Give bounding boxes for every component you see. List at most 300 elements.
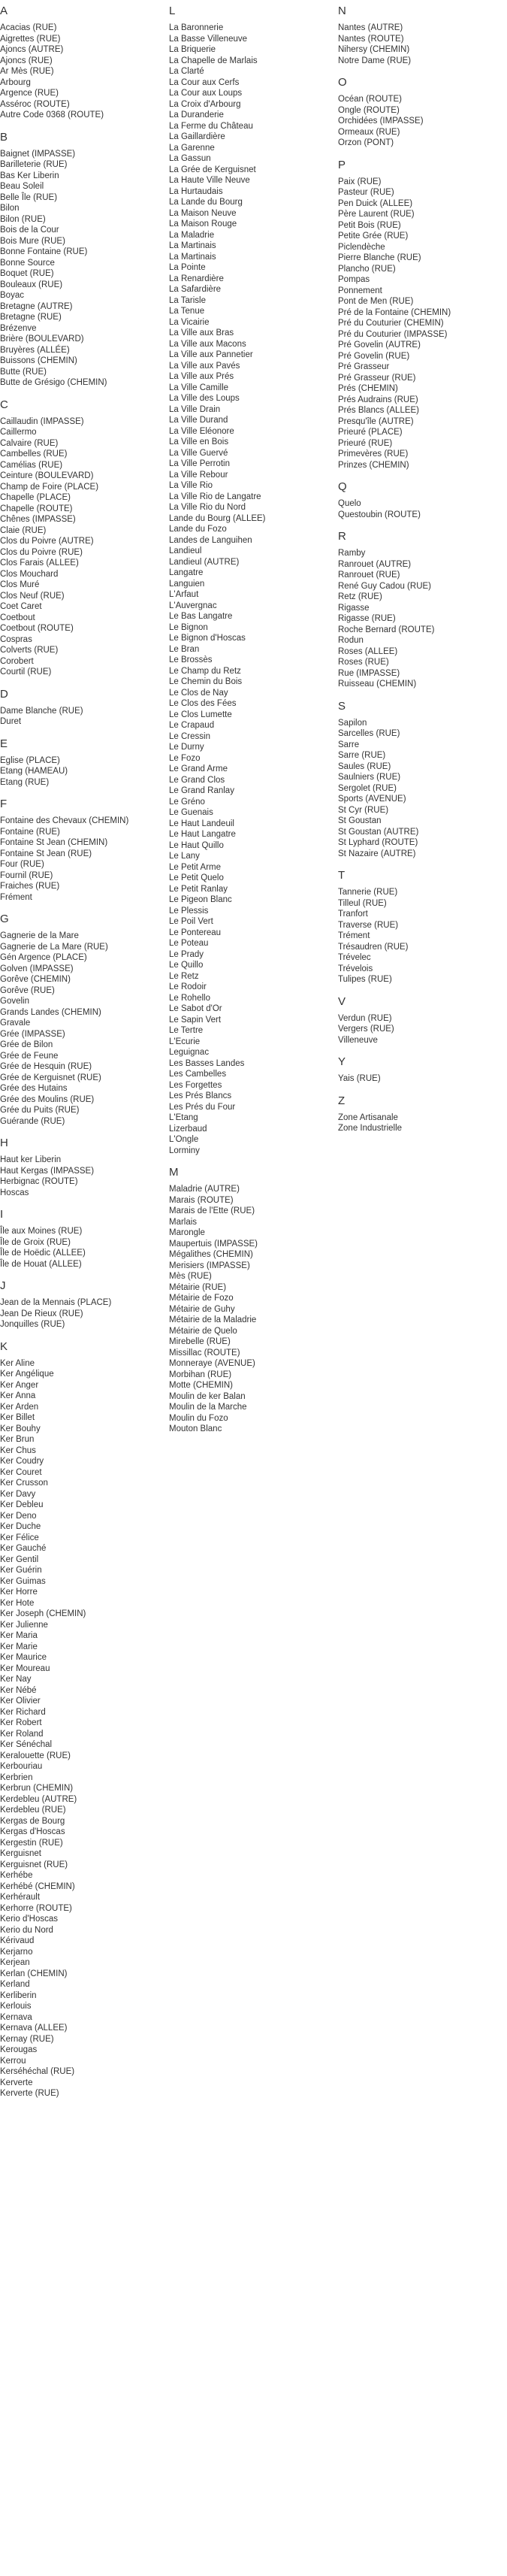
street-column	[338, 5, 507, 1144]
street-name: Bonne Fontaine (RUE)	[0, 247, 88, 256]
street-name: La Ville Rio	[169, 481, 213, 490]
street-name: Le Sabot d'Or	[169, 1004, 222, 1013]
street-name: Trésaudren (RUE)	[338, 942, 409, 952]
street-name: La Ville aux Macons	[169, 339, 246, 349]
street-name: La Basse Villeneuve	[169, 34, 247, 44]
street-name: Kerlouis	[0, 2002, 32, 2011]
street-name: Ajoncs (AUTRE)	[0, 45, 64, 54]
street-name: Le Bignon	[169, 622, 208, 632]
street-name: Le Gréno	[169, 797, 205, 807]
street-name: La Ville Rio de Langatre	[169, 492, 261, 501]
street-name: La Ferme du Château	[169, 121, 253, 131]
street-name: Pré Grasseur	[338, 362, 390, 371]
street-name: Nantes (ROUTE)	[338, 34, 404, 44]
street-name: Ker Olivier	[0, 1697, 41, 1706]
street-name: Kergas d'Hoscas	[0, 1827, 65, 1836]
street-name: Prinzes (CHEMIN)	[338, 460, 409, 470]
street-name: La Cour aux Cerfs	[169, 77, 240, 87]
street-name: Le Pontereau	[169, 928, 222, 937]
street-name: La Ville Camille	[169, 383, 229, 392]
letter-heading: A	[0, 5, 8, 17]
street-name: Le Clos des Fées	[169, 699, 237, 708]
street-name: La Haute Ville Neuve	[169, 176, 250, 185]
street-name: Kernava (ALLEE)	[0, 2024, 68, 2033]
street-name: Métairie de Quelo	[169, 1326, 237, 1336]
street-name: Sapilon	[338, 718, 367, 728]
street-name: Le Bignon d'Hoscas	[169, 634, 246, 643]
street-name: Le Clos de Nay	[169, 688, 228, 698]
street-name: La Ville Rebour	[169, 470, 228, 480]
street-name: Ker Maria	[0, 1631, 38, 1640]
street-name: Grée de Feune	[0, 1051, 59, 1061]
street-name: Ker Couret	[0, 1467, 42, 1477]
letter-heading: K	[0, 1339, 8, 1353]
street-name: Ker Chus	[0, 1445, 36, 1455]
street-name: Kerjean	[0, 1958, 30, 1967]
street-name: Pré de la Fontaine (CHEMIN)	[338, 307, 451, 317]
street-name: Prieuré (RUE)	[338, 438, 393, 448]
street-name: Grands Landes (CHEMIN)	[0, 1007, 101, 1017]
street-name: La Pointe	[169, 263, 206, 272]
street-name: Kerjarno	[0, 1947, 33, 1957]
street-name: Bois Mure (RUE)	[0, 236, 65, 246]
street-name: Etang (RUE)	[0, 777, 50, 787]
street-name: Pré du Couturier (IMPASSE)	[338, 329, 448, 339]
street-name: La Garenne	[169, 143, 215, 153]
street-name: Kerverte	[0, 2078, 33, 2087]
street-name: Chapelle (PLACE)	[0, 493, 71, 502]
street-name: Etang (HAMEAU)	[0, 767, 68, 776]
street-name: Langatre	[169, 568, 204, 577]
letter-heading: D	[0, 687, 8, 701]
street-name: Jonquilles (RUE)	[0, 1320, 65, 1329]
street-name: Marais (ROUTE)	[169, 1195, 234, 1205]
street-name: Coet Caret	[0, 602, 42, 611]
street-name: Les Forgettes	[169, 1080, 222, 1090]
street-name: Ponnement	[338, 286, 382, 295]
letter-heading: V	[338, 994, 346, 1008]
street-name: Clos Neuf (RUE)	[0, 591, 65, 601]
street-name: Monneraye (AVENUE)	[169, 1359, 255, 1368]
street-name: Le Bas Langatre	[169, 612, 233, 621]
street-name: L'Ongle	[169, 1135, 199, 1144]
street-name: Buissons (CHEMIN)	[0, 356, 77, 365]
letter-heading: Q	[338, 480, 347, 493]
street-name: Ker Bouhy	[0, 1424, 41, 1433]
street-name: Barilleterie (RUE)	[0, 160, 68, 169]
street-name: Les Prés du Four	[169, 1102, 236, 1112]
street-name: Ruisseau (CHEMIN)	[338, 680, 417, 689]
street-name: La Martinais	[169, 241, 216, 250]
letter-heading: Y	[338, 1055, 346, 1068]
letter-group	[0, 688, 169, 728]
letter-group	[0, 1279, 169, 1330]
letter-heading: T	[338, 869, 346, 882]
street-name: Île de Groix (RUE)	[0, 1237, 71, 1247]
street-name: Bois de la Cour	[0, 226, 59, 235]
street-name: La Ville aux Bras	[169, 328, 234, 338]
street-name: Ker Coudry	[0, 1457, 44, 1466]
street-name: Mirebelle (RUE)	[169, 1337, 231, 1346]
street-name: La Vicairie	[169, 317, 210, 327]
street-name: St Goustan	[338, 816, 382, 825]
street-name: Bouleaux (RUE)	[0, 280, 63, 289]
street-name: La Martinais	[169, 252, 216, 262]
letter-heading: S	[338, 699, 346, 713]
street-name: Ker Guimas	[0, 1576, 46, 1586]
street-name: Le Haut Landeuil	[169, 819, 234, 828]
street-name: Le Durny	[169, 743, 204, 752]
street-name: Clos du Poivre (RUE)	[0, 547, 83, 557]
street-name: La Ville aux Pavés	[169, 361, 240, 371]
street-name: Ker Crusson	[0, 1479, 48, 1488]
street-name: Ker Anger	[0, 1380, 39, 1390]
letter-heading: N	[338, 5, 346, 17]
street-name: Maladrie (AUTRE)	[169, 1185, 240, 1194]
street-name: Saulniers (RUE)	[338, 773, 401, 782]
letter-group	[338, 700, 507, 860]
street-name: Ar Mès (RUE)	[0, 67, 54, 76]
street-name: Île de Houat (ALLEE)	[0, 1259, 82, 1269]
street-name: Le Grand Arme	[169, 764, 228, 773]
letter-heading: P	[338, 158, 346, 171]
street-name: Ker Hote	[0, 1598, 35, 1608]
street-name: Ker Deno	[0, 1511, 37, 1521]
street-name: Ker Gauché	[0, 1544, 47, 1553]
street-name: Kergestin (RUE)	[0, 1838, 63, 1848]
street-name: Kerguisnet	[0, 1849, 41, 1858]
street-name: La Tarisle	[169, 295, 207, 305]
street-name: Le Poil Vert	[169, 917, 213, 926]
street-name: Ramby	[338, 549, 366, 558]
street-name: Kerbrien	[0, 1772, 33, 1782]
letter-group	[338, 995, 507, 1046]
street-name: Sergolet (RUE)	[338, 783, 397, 793]
street-name: Le Cressin	[169, 731, 210, 741]
street-name: Kerdebleu (RUE)	[0, 1806, 66, 1815]
street-name: Gorêve (CHEMIN)	[0, 975, 71, 984]
street-name: Le Guenais	[169, 808, 213, 817]
street-name: Butte de Grésigo (CHEMIN)	[0, 378, 107, 387]
street-name: Ker Aline	[0, 1358, 35, 1368]
street-name: Rue (IMPASSE)	[338, 668, 400, 678]
street-name: Le Sapin Vert	[169, 1015, 222, 1025]
street-name: Landieul (AUTRE)	[169, 557, 240, 567]
street-name: Presqu'île (AUTRE)	[338, 416, 414, 426]
street-name: La Ville Rio du Nord	[169, 503, 246, 512]
street-name: Bilon	[0, 204, 20, 213]
street-name: Ker Robert	[0, 1718, 42, 1727]
street-name: Quelo	[338, 499, 361, 508]
street-name: La Hurtaudais	[169, 186, 223, 196]
street-name: Belle Île (RUE)	[0, 192, 58, 202]
street-name: Govelin	[0, 997, 29, 1006]
street-name: Marais de l'Ette (RUE)	[169, 1206, 255, 1215]
street-name: Ker Debleu	[0, 1500, 44, 1509]
street-name: Mégalithes (CHEMIN)	[169, 1250, 253, 1259]
letter-group	[0, 1208, 169, 1270]
street-name: Clos Muré	[0, 580, 40, 589]
street-name: Sarre (RUE)	[338, 751, 386, 760]
street-name: Grée (IMPASSE)	[0, 1029, 65, 1039]
letter-group	[0, 398, 169, 678]
street-name: Leguignac	[169, 1048, 210, 1057]
street-name: Le Bran	[169, 644, 200, 654]
letter-heading: B	[0, 130, 8, 144]
street-name: L'Ecurie	[169, 1037, 201, 1046]
street-name: L'Arfaut	[169, 590, 199, 599]
street-name: Île de Hoëdic (ALLEE)	[0, 1249, 86, 1258]
street-name: Jean de la Mennais (PLACE)	[0, 1298, 112, 1307]
street-name: Calvaire (RUE)	[0, 438, 59, 448]
street-name: Rigasse (RUE)	[338, 614, 396, 623]
street-name: Dame Blanche (RUE)	[0, 706, 83, 716]
street-name: Bretagne (RUE)	[0, 313, 62, 322]
street-name: Le Lany	[169, 852, 200, 861]
street-name: Pré Govelin (AUTRE)	[338, 341, 421, 350]
street-name: Maupertuis (IMPASSE)	[169, 1239, 258, 1249]
street-name: Prés (CHEMIN)	[338, 384, 398, 393]
street-name: Pen Duick (ALLEE)	[338, 198, 413, 208]
street-name: Le Prady	[169, 949, 204, 959]
street-name: Mouton Blanc	[169, 1424, 222, 1433]
street-name: La Grée de Kerguisnet	[169, 165, 256, 174]
street-name: Roses (ALLEE)	[338, 646, 398, 656]
street-name: Brézenve	[0, 323, 37, 333]
letter-group	[169, 1166, 338, 1435]
street-name: La Maison Rouge	[169, 219, 237, 229]
street-name: La Ville Durand	[169, 416, 228, 425]
street-name: Marongle	[169, 1228, 205, 1237]
street-name: Courtil (RUE)	[0, 667, 52, 677]
street-name: Coetbout (ROUTE)	[0, 624, 74, 633]
street-name: Nihersy (CHEMIN)	[338, 45, 410, 54]
street-name: Questoubin (ROUTE)	[338, 510, 421, 519]
street-name: Tranfort	[338, 910, 368, 919]
street-name: Keralouette (RUE)	[0, 1751, 71, 1760]
street-name: Landes de Languihen	[169, 535, 252, 545]
street-name: St Goustan (AUTRE)	[338, 827, 419, 837]
street-name: Kerbrun (CHEMIN)	[0, 1784, 74, 1793]
letter-group	[338, 869, 507, 985]
street-name: Ajoncs (RUE)	[0, 56, 53, 65]
street-name: La Gassun	[169, 154, 211, 163]
street-name: Moulin du Fozo	[169, 1413, 228, 1423]
street-name: Grée des Moulins (RUE)	[0, 1094, 95, 1104]
street-name: Pré du Couturier (CHEMIN)	[338, 319, 444, 328]
street-name: Kerio du Nord	[0, 1925, 53, 1935]
street-name: Ker Horre	[0, 1588, 38, 1597]
street-name: Pont de Men (RUE)	[338, 297, 414, 306]
street-name: Lande du Fozo	[169, 525, 227, 534]
street-name: Verdun (RUE)	[338, 1013, 392, 1023]
letter-group	[0, 913, 169, 1127]
letter-group	[0, 1340, 169, 2099]
street-name: Vergers (RUE)	[338, 1025, 394, 1034]
letter-heading: C	[0, 398, 8, 411]
street-name: Le Rodoir	[169, 982, 207, 991]
street-name: Rodun	[338, 636, 364, 645]
street-name: Kerguisnet (RUE)	[0, 1860, 68, 1869]
street-name: Baignet (IMPASSE)	[0, 149, 76, 159]
street-name: Les Basses Landes	[169, 1058, 245, 1068]
street-name: Paix (RUE)	[338, 177, 382, 186]
letter-group	[338, 480, 507, 520]
street-name: Guérande (RUE)	[0, 1116, 65, 1126]
street-name: La Croix d'Arbourg	[169, 99, 241, 109]
street-name: Golven (IMPASSE)	[0, 964, 74, 973]
letter-heading: E	[0, 737, 8, 750]
street-name: Zone Artisanale	[338, 1112, 398, 1122]
street-name: Prieuré (PLACE)	[338, 428, 403, 437]
street-name: La Ville en Bois	[169, 437, 229, 446]
street-name: Villeneuve	[338, 1035, 378, 1045]
street-name: Kerland	[0, 1980, 30, 1989]
letter-group	[0, 798, 169, 903]
street-name: Père Laurent (RUE)	[338, 210, 415, 219]
street-name: Ker Duche	[0, 1522, 41, 1531]
street-name: Ker Joseph (CHEMIN)	[0, 1609, 86, 1618]
street-name: Gén Argence (PLACE)	[0, 953, 87, 962]
street-name: Tannerie (RUE)	[338, 888, 398, 897]
street-name: Les Cambelles	[169, 1070, 227, 1079]
street-name: Caillermo	[0, 428, 37, 437]
street-name: Merisiers (IMPASSE)	[169, 1261, 250, 1270]
street-name: Petit Bois (RUE)	[338, 220, 401, 230]
street-name: Prés Audrains (RUE)	[338, 395, 418, 404]
street-name: Pré Grasseur (RUE)	[338, 373, 416, 383]
street-name: Kerlan (CHEMIN)	[0, 1969, 68, 1978]
letter-heading: F	[0, 798, 8, 810]
street-name: Asséroc (ROUTE)	[0, 99, 70, 109]
street-name: Bruyères (ALLÉE)	[0, 345, 70, 355]
street-name: Caillaudin (IMPASSE)	[0, 416, 84, 426]
letter-heading: R	[338, 530, 346, 543]
letter-heading: J	[0, 1279, 6, 1292]
street-name: René Guy Cadou (RUE)	[338, 581, 431, 591]
street-name: Kerougas	[0, 2045, 38, 2054]
street-name: Orzon (PONT)	[338, 138, 394, 147]
street-name: Retz (RUE)	[338, 592, 382, 601]
street-name: Kernay (RUE)	[0, 2034, 54, 2044]
street-name: Traverse (RUE)	[338, 920, 399, 930]
street-name: Gagnerie de La Mare (RUE)	[0, 942, 108, 952]
street-name: St Lyphard (ROUTE)	[338, 838, 418, 847]
letter-group	[169, 5, 338, 1156]
street-name: Les Prés Blancs	[169, 1091, 232, 1100]
street-name: Grée de Kerguisnet (RUE)	[0, 1073, 101, 1082]
street-name: La Duranderie	[169, 110, 224, 120]
street-name: Kernava	[0, 2012, 32, 2022]
street-name: Grée de Hesquin (RUE)	[0, 1062, 92, 1071]
street-name: Ker Anna	[0, 1391, 36, 1400]
letter-heading: Z	[338, 1094, 346, 1107]
street-name: Beau Soleil	[0, 182, 44, 191]
street-name: La Ville Guervé	[169, 448, 228, 458]
letter-group	[338, 530, 507, 690]
street-name: Le Petit Arme	[169, 862, 222, 872]
street-name: Ker Julienne	[0, 1620, 48, 1630]
street-name: Trévelois	[338, 964, 373, 973]
street-name: Bretagne (AUTRE)	[0, 301, 73, 311]
street-column	[169, 5, 338, 1445]
street-name: Métairie de la Maladrie	[169, 1315, 257, 1324]
street-name: Roses (RUE)	[338, 658, 389, 667]
street-name: La Maison Neuve	[169, 208, 237, 218]
street-name: Piclendèche	[338, 242, 385, 252]
street-name: Argence (RUE)	[0, 89, 59, 98]
street-name: Bilon (RUE)	[0, 214, 46, 224]
street-name: Missillac (ROUTE)	[169, 1348, 240, 1358]
letter-group	[338, 76, 507, 149]
street-name: Fontaine des Chevaux (CHEMIN)	[0, 816, 129, 825]
street-name: Primevères (RUE)	[338, 450, 409, 459]
street-name: Kerbouriau	[0, 1762, 43, 1771]
street-name: Motte (CHEMIN)	[169, 1381, 233, 1390]
street-name: Cospras	[0, 634, 32, 644]
street-name: Trément	[338, 931, 370, 940]
street-name: Kerliberin	[0, 1990, 37, 2000]
street-name: Ker Arden	[0, 1402, 39, 1412]
street-name: L'Etang	[169, 1113, 198, 1122]
street-name: Kerverte (RUE)	[0, 2089, 59, 2098]
street-name: Frément	[0, 892, 32, 902]
street-name: Mès (RUE)	[169, 1272, 212, 1281]
street-name: Cambelles (RUE)	[0, 450, 68, 459]
street-name: Le Grand Ranlay	[169, 786, 234, 795]
street-name: Le Rohello	[169, 993, 210, 1003]
street-name: Ker Guérin	[0, 1566, 42, 1575]
street-name: Ker Davy	[0, 1489, 36, 1499]
street-name: Le Brossès	[169, 655, 213, 664]
street-name: Coetbout	[0, 613, 35, 622]
street-name: La Safardière	[169, 285, 222, 294]
street-name: Nantes (AUTRE)	[338, 23, 403, 32]
street-name: Le Haut Langatre	[169, 830, 236, 839]
street-name: Ongle (ROUTE)	[338, 105, 400, 115]
street-name: Prés Blancs (ALLEE)	[338, 406, 420, 415]
street-name: Île aux Moines (RUE)	[0, 1227, 83, 1236]
street-name: Le Chemin du Bois	[169, 677, 243, 686]
street-name: Sports (AVENUE)	[338, 795, 406, 804]
street-name: L'Auvergnac	[169, 601, 217, 610]
street-name: St Cyr (RUE)	[338, 805, 389, 815]
street-name: La Tenue	[169, 307, 205, 316]
street-name: Gorêve (RUE)	[0, 985, 55, 995]
letter-group	[338, 159, 507, 471]
street-name: Lizerbaud	[169, 1124, 207, 1134]
street-name: La Gaillardière	[169, 132, 225, 141]
street-name: Kerdebleu (AUTRE)	[0, 1794, 77, 1804]
letter-heading: I	[0, 1208, 4, 1221]
street-name: La Ville des Loups	[169, 394, 240, 403]
street-name: Corobert	[0, 656, 34, 666]
street-name: Languien	[169, 579, 205, 589]
letter-heading: L	[169, 5, 176, 17]
street-name: La Ville aux Pannetier	[169, 350, 253, 359]
street-name: Ker Nay	[0, 1675, 32, 1684]
street-name: Ceinture (BOULEVARD)	[0, 471, 94, 480]
street-name: Lande du Bourg (ALLEE)	[169, 513, 266, 523]
street-name: Le Plessis	[169, 906, 209, 916]
street-name: Fontaine St Jean (RUE)	[0, 849, 92, 858]
street-name: Eglise (PLACE)	[0, 755, 60, 765]
street-name: Ker Billet	[0, 1413, 35, 1422]
street-name: Kerrou	[0, 2056, 26, 2066]
street-name: Jean De Rieux (RUE)	[0, 1309, 83, 1318]
street-name: Le Petit Quelo	[169, 873, 224, 882]
street-name: Clos du Poivre (AUTRE)	[0, 537, 94, 546]
